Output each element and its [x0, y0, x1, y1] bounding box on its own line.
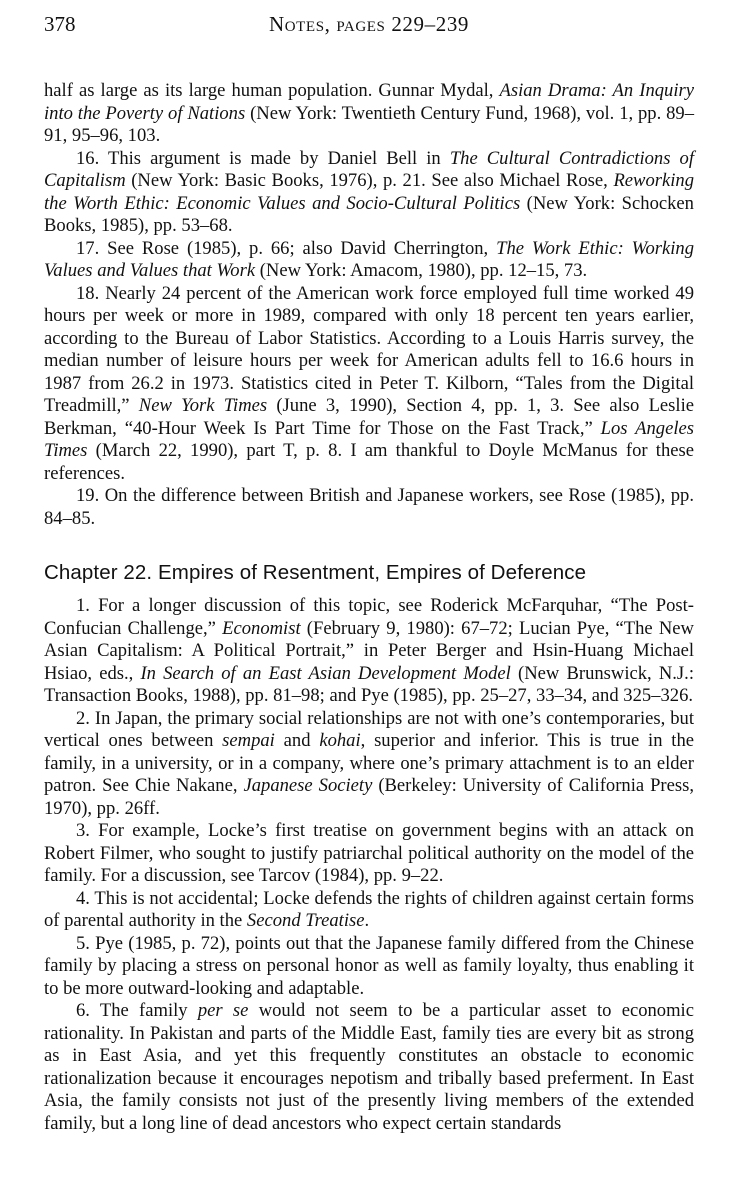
note-17: 17. See Rose (1985), p. 66; also David Cherrington, The Work Ethic: Working Values and Values that Work (New York: Amacom, 1980), pp. 12–15, 73. [44, 237, 694, 281]
chapter-note-1: 1. For a longer discussion of this topic, see Roderick McFarquhar, “The Post-Confucian Challenge,” Economist (February 9, 1980): 67–72; Lucian Pye, “The New Asian Capitalism: A Political Portrait,” in Peter Berger and Hsin-Huang Michael Hsiao, eds., In Search of an East Asian Development Model (New Brunswick, N.J.: Transaction Books, 1988), pp. 81–98; and Pye (1985), pp. 25–27, 33–34, and 325–326. [44, 595, 694, 706]
page-header [44, 12, 694, 40]
chapter-note-4: 4. This is not accidental; Locke defends the rights of children against certain forms of parental authority in the Second Treatise. [44, 887, 694, 931]
note-19: 19. On the difference between British and Japanese workers, see Rose (1985), pp. 84–85. [44, 485, 694, 529]
running-head: Notes, pages 229–239 [268, 12, 470, 36]
note-16: 16. This argument is made by Daniel Bell in The Cultural Contradictions of Capitalism (New York: Basic Books, 1976), p. 21. See also Michael Rose, Reworking the Worth Ethic: Economic Values and Socio-Cultural Politics (New York: Schocken Books, 1985), pp. 53–68. [44, 147, 694, 236]
chapter-note-3: 3. For example, Locke’s first treatise on government begins with an attack on Robert Filmer, who sought to justify patriarchal political authority on the model of the family. For a discussion, see Tarcov (1984), pp. 9–22. [44, 820, 694, 886]
page-number: 378 [44, 12, 76, 36]
chapter-heading: Chapter 22. Empires of Resentment, Empires of Deference [44, 561, 587, 584]
chapter-note-2: 2. In Japan, the primary social relationships are not with one’s contemporaries, but vertical ones between sempai and kohai, superior and inferior. This is true in the family, in a university, or in a company, where one’s primary attachment is to an elder patron. See Chie Nakane, Japanese Society (Berkeley: University of California Press, 1970), pp. 26ff. [44, 707, 695, 819]
chapter-note-5: 5. Pye (1985, p. 72), points out that the Japanese family differed from the Chinese family by placing a stress on personal honor as well as family loyalty, thus enabling it to be more outward-looking and adaptable. [44, 932, 694, 999]
chapter-note-6: 6. The family per se would not seem to be a particular asset to economic rationality. In Pakistan and parts of the Middle East, family ties are every bit as strong as in East Asia, and yet this frequently constitutes an obstacle to economic rationalization because it encourages nepotism and tribally based preferment. In East Asia, the family consists not just of the presently living members of the extended family, but a long line of dead ancestors who expect certain standards [44, 1000, 694, 1134]
note-continuation: half as large as its large human population. Gunnar Mydal, Asian Drama: An Inquiry into the Poverty of Nations (New York: Twentieth Century Fund, 1968), vol. 1, pp. 89–91, 95–96, 103. [44, 80, 694, 146]
note-18: 18. Nearly 24 percent of the American work force employed full time worked 49 hours per week or more in 1989, compared with only 18 percent ten years earlier, according to the Bureau of Labor Statistics. According to a Louis Harris survey, the median number of leisure hours per week for American adults fell to 16.6 hours in 1987 from 26.2 in 1973. Statistics cited in Peter T. Kilborn, “Tales from the Digital Treadmill,” New York Times (June 3, 1990), Section 4, pp. 1, 3. See also Leslie Berkman, “40-Hour Week Is Part Time for Those on the Fast Track,” Los Angeles Times (March 22, 1990), part T, p. 8. I am thankful to Doyle McManus for these references. [44, 282, 694, 484]
notes-body [44, 80, 694, 1135]
